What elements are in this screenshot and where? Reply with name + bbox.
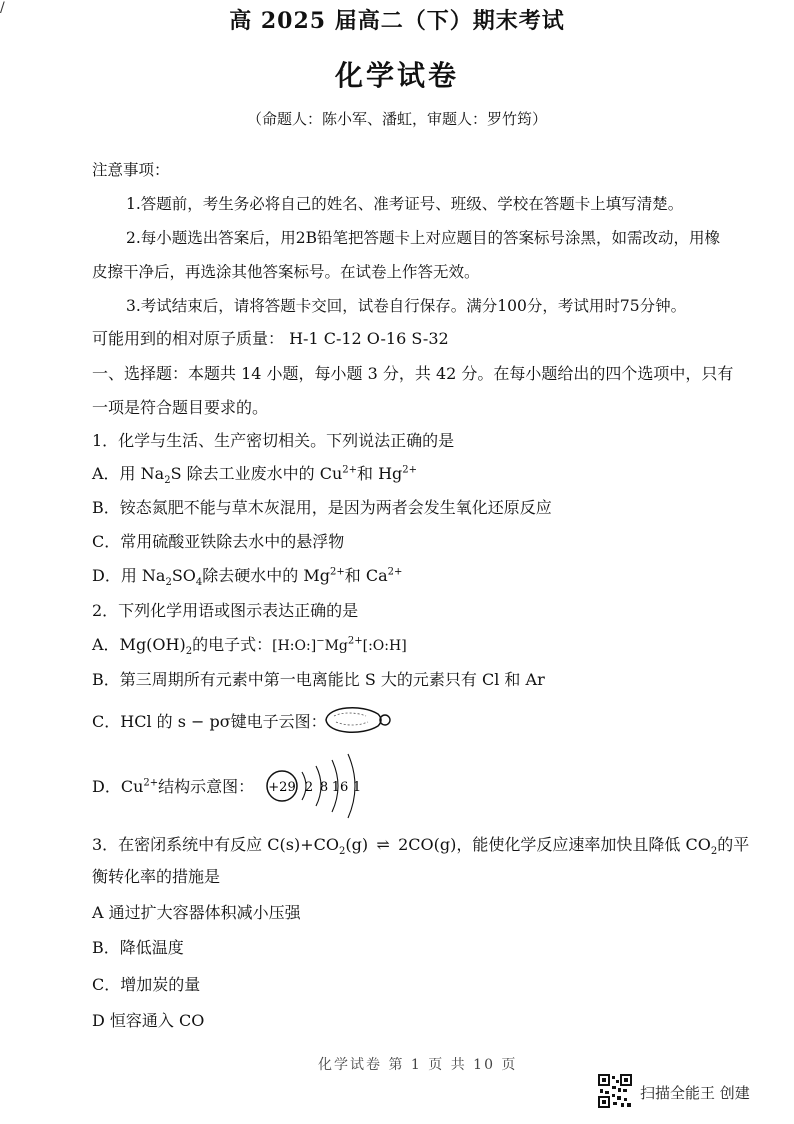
subject-title: 化学试卷 xyxy=(334,59,459,92)
q3-option-d: D 恒容通入 CO xyxy=(92,1011,205,1030)
q2-option-d xyxy=(92,774,254,797)
corner-mark: / xyxy=(0,0,5,16)
note-item-1: 1.答题前，考生务必将自己的姓名、准考证号、班级、学校在答题卡上填写清楚。 xyxy=(126,195,684,213)
q2-stem: 2．下列化学用语或图示表达正确的是 xyxy=(92,601,359,620)
q1-d-sup-2: 2+ xyxy=(387,566,403,578)
q3-text-2: (g) xyxy=(345,835,369,854)
equilibrium-arrow: ⇌ xyxy=(376,835,390,854)
q2-a-formula-1: [H:O:] xyxy=(272,638,317,654)
q3-stem-line-2: 衡转化率的措施是 xyxy=(92,867,221,886)
shell-electrons-3: 16 xyxy=(331,780,349,795)
q1-d-sub-1: 2 xyxy=(165,577,172,589)
q2-d-text-1: D．Cu xyxy=(92,777,144,796)
q1-a-sup-1: 2+ xyxy=(342,464,357,476)
section-1-line-1: 一、选择题：本题共 14 小题，每小题 3 分，共 42 分。在每小题给出的四个选项中，只有 xyxy=(92,364,734,383)
section-1-line-2: 一项是符合题目要求的。 xyxy=(92,398,269,417)
q2-option-b: B．第三周期所有元素中第一电离能比 S 大的元素只有 Cl 和 Ar xyxy=(92,670,545,689)
q1-stem: 1．化学与生活、生产密切相关。下列说法正确的是 xyxy=(92,431,455,450)
page-footer: 化学试卷 第 1 页 共 10 页 xyxy=(318,1057,518,1073)
cloud-shading xyxy=(334,713,368,725)
q3-sub-2: 2 xyxy=(710,846,718,858)
q3-text-3: 2CO(g)，能使化学反应速率加快且降低 CO xyxy=(398,835,711,854)
electron-cloud-diagram xyxy=(322,700,394,740)
q1-a-sub: 2 xyxy=(164,475,171,487)
shell-electrons-1: 2 xyxy=(304,780,314,795)
q2-a-formula-3: [:O:H] xyxy=(362,638,407,654)
q1-a-text-3: 和 Hg xyxy=(357,464,403,483)
q2-a-sup-1: − xyxy=(316,635,325,647)
q2-a-sub: 2 xyxy=(185,646,193,658)
q1-option-b: B．铵态氮肥不能与草木灰混用，是因为两者会发生氧化还原反应 xyxy=(92,498,552,517)
qr-code-icon xyxy=(598,1074,632,1108)
q1-d-sub-2: 4 xyxy=(195,577,203,589)
q1-d-text-4: 和 Ca xyxy=(344,566,388,585)
q3-text-1: 3．在密闭系统中有反应 C(s)+CO xyxy=(92,835,339,854)
setter-line: （命题人：陈小军、潘虹，审题人：罗竹筠） xyxy=(246,110,547,128)
q2-a-text-2: 的电子式： xyxy=(192,635,273,654)
q3-text-4: 的平 xyxy=(717,835,750,854)
note-item-2-line-1: 2.每小题选出答案后，用2B铅笔把答题卡上对应题目的答案标号涂黑，如需改动，用橡 xyxy=(126,229,721,247)
q1-a-sup-2: 2+ xyxy=(402,464,418,476)
q1-a-text-1: A．用 Na xyxy=(92,464,165,483)
q2-option-a xyxy=(92,632,407,658)
q3-option-a: A 通过扩大容器体积减小压强 xyxy=(92,903,301,922)
note-item-2-line-2: 皮擦干净后，再选涂其他答案标号。在试卷上作答无效。 xyxy=(92,263,480,281)
q3-stem-line-1 xyxy=(92,832,750,858)
q2-a-sup-2: 2+ xyxy=(347,635,363,647)
q1-d-text-3: 除去硬水中的 Mg xyxy=(202,566,331,585)
atomic-mass-line: 可能用到的相对原子质量： H-1 C-12 O-16 S-32 xyxy=(92,329,449,348)
shell-electrons-2: 8 xyxy=(319,780,329,795)
scanner-watermark: 扫描全能王 创建 xyxy=(640,1084,750,1102)
q2-a-text-1: A．Mg(OH) xyxy=(92,635,186,654)
shell-electrons-4: 1 xyxy=(352,780,362,795)
q1-d-sup-1: 2+ xyxy=(330,566,345,578)
q1-d-text-1: D．用 Na xyxy=(92,566,166,585)
q2-option-c: C．HCl 的 s − pσ键电子云图： xyxy=(92,712,327,731)
q2-a-formula-2: Mg xyxy=(324,638,348,654)
q1-d-text-2: SO xyxy=(171,566,196,585)
q3-sub-1: 2 xyxy=(338,846,346,858)
exam-title: 高 2025 届高二（下）期末考试 xyxy=(229,8,565,34)
nucleus-charge: +29 xyxy=(268,780,296,795)
q3-option-b: B．降低温度 xyxy=(92,938,184,957)
q3-option-c: C．增加炭的量 xyxy=(92,975,201,994)
atomic-structure-diagram xyxy=(262,748,372,820)
p-orbital-lobe xyxy=(326,708,381,733)
q2-d-text-2: 结构示意图： xyxy=(158,777,255,796)
q1-option-a xyxy=(92,461,418,487)
q1-option-c: C．常用硫酸亚铁除去水中的悬浮物 xyxy=(92,532,345,551)
q2-d-sup: 2+ xyxy=(143,777,159,789)
notes-heading: 注意事项： xyxy=(92,161,170,179)
q1-option-d xyxy=(92,563,403,589)
q1-a-text-2: S 除去工业废水中的 Cu xyxy=(170,464,343,483)
note-item-3: 3.考试结束后，请将答题卡交回，试卷自行保存。满分100分，考试用时75分钟。 xyxy=(126,297,687,315)
